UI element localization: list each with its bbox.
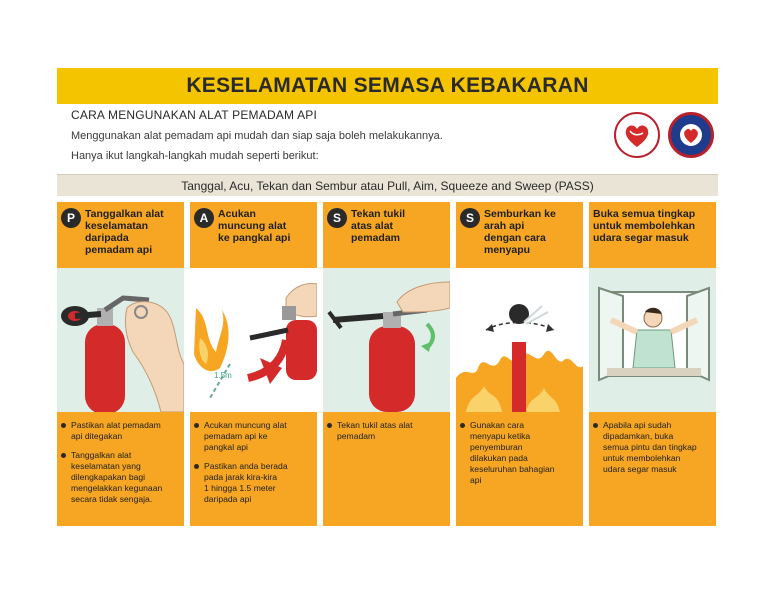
squeeze-lever-illustration bbox=[323, 268, 450, 412]
poster-title: KESELAMATAN SEMASA KEBAKARAN bbox=[186, 74, 589, 97]
bullet-dot-icon bbox=[194, 423, 199, 428]
pass-banner-text: Tanggal, Acu, Tekan dan Sembur atau Pull, Aim, Squeeze and Sweep (PASS) bbox=[181, 178, 594, 193]
step-header bbox=[57, 202, 184, 266]
logos bbox=[614, 112, 714, 158]
bullet-text: Pastikan alat pemadam api ditegakan bbox=[71, 420, 161, 441]
step-heading: Acukan muncung alat ke pangkal api bbox=[218, 208, 291, 244]
step-body bbox=[190, 414, 317, 526]
intro-line-2: Hanya ikut langkah-langkah mudah seperti berikut: bbox=[71, 150, 319, 162]
step-letter: S bbox=[327, 208, 347, 228]
bullet bbox=[593, 420, 712, 475]
step-aim bbox=[190, 202, 317, 526]
step-letter: S bbox=[460, 208, 480, 228]
step-body bbox=[323, 414, 450, 526]
step-body bbox=[589, 414, 716, 526]
step-sweep bbox=[456, 202, 583, 526]
intro-line-1: Menggunakan alat pemadam api mudah dan siap saja boleh melakukannya. bbox=[71, 130, 443, 142]
bullet-dot-icon bbox=[593, 423, 598, 428]
sweep-illustration bbox=[456, 268, 583, 412]
bullet bbox=[61, 420, 180, 442]
bullet-dot-icon bbox=[327, 423, 332, 428]
bullet-dot-icon bbox=[460, 423, 465, 428]
pass-banner bbox=[57, 174, 718, 196]
step-header bbox=[323, 202, 450, 266]
bullet bbox=[460, 420, 579, 486]
bullet bbox=[194, 461, 313, 505]
step-header bbox=[456, 202, 583, 266]
bullet bbox=[194, 420, 313, 453]
step-squeeze bbox=[323, 202, 450, 526]
step-heading: Tekan tukil atas alat pemadam bbox=[351, 208, 406, 244]
step-heading: Semburkan ke arah api dengan cara menyapu bbox=[484, 208, 556, 256]
steps-row bbox=[57, 202, 718, 526]
step-body bbox=[57, 414, 184, 526]
bullet-dot-icon bbox=[194, 464, 199, 469]
bullet bbox=[61, 450, 180, 505]
aim-nozzle-illustration bbox=[190, 268, 317, 412]
bullet-text: Apabila api sudah dipadamkan, buka semua pintu dan tingkap untuk membolehkan udara segar masuk bbox=[603, 420, 697, 474]
step-body bbox=[456, 414, 583, 526]
step-header bbox=[190, 202, 317, 266]
step-letter: P bbox=[61, 208, 81, 228]
step-header bbox=[589, 202, 716, 266]
heart-logo-icon bbox=[614, 112, 660, 158]
intro-section bbox=[71, 108, 591, 162]
step-letter: A bbox=[194, 208, 214, 228]
poster-subtitle: CARA MENGUNAKAN ALAT PEMADAM API bbox=[71, 108, 318, 122]
step-heading: Buka semua tingkap untuk membolehkan udara segar masuk bbox=[593, 208, 696, 244]
title-bar bbox=[57, 68, 718, 104]
bullet-text: Pastikan anda berada pada jarak kira-kira 1 hingga 1.5 meter daripada api bbox=[204, 461, 288, 504]
bullet-text: Acukan muncung alat pemadam api ke pangkal api bbox=[204, 420, 287, 452]
distance-label: 1.5m bbox=[214, 371, 232, 380]
step-ventilate bbox=[589, 202, 716, 526]
step-heading: Tanggalkan alat keselamatan daripada pemadam api bbox=[85, 208, 164, 256]
safety-poster bbox=[57, 68, 718, 526]
pull-pin-illustration bbox=[57, 268, 184, 412]
emblem-logo-icon bbox=[668, 112, 714, 158]
bullet bbox=[327, 420, 446, 442]
open-window-illustration bbox=[589, 268, 716, 412]
bullet-text: Gunakan cara menyapu ketika penyemburan dilakukan pada keseluruhan bahagian api bbox=[470, 420, 555, 485]
bullet-text: Tanggalkan alat keselamatan yang dilengkapakan bagi mengelakkan kegunaan secara tidak sengaja. bbox=[71, 450, 163, 504]
bullet-dot-icon bbox=[61, 453, 66, 458]
bullet-text: Tekan tukil atas alat pemadam bbox=[337, 420, 413, 441]
bullet-dot-icon bbox=[61, 423, 66, 428]
step-pull bbox=[57, 202, 184, 526]
